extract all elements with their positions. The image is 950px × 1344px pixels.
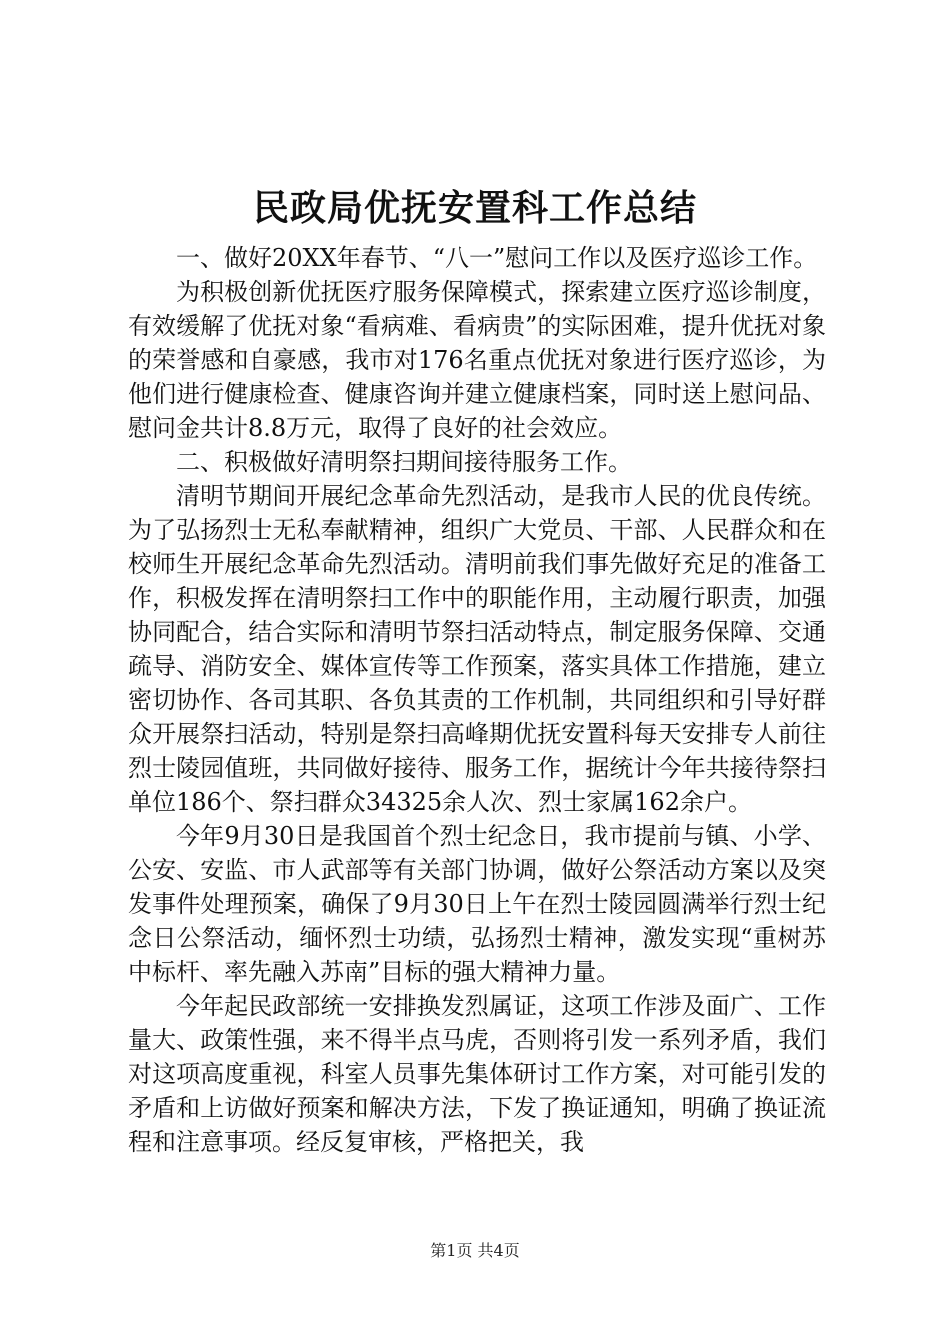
paragraph-2: 为积极创新优抚医疗服务保障模式，探索建立医疗巡诊制度，有效缓解了优抚对象“看病难、看病贵”的实际困难，提升优抚对象的荣誉感和自豪感，我市对176名重点优抚对象进行医疗巡诊，为他们进行健康检查、健康咨询并建立健康档案，同时送上慰问品、慰问金共计8.8万元，取得了良好的社会效应。 [128, 278, 826, 442]
document-title: 民政局优抚安置科工作总结 [252, 187, 697, 229]
document-body [128, 241, 826, 1159]
paragraph-3: 二、积极做好清明祭扫期间接待服务工作。 [176, 448, 632, 476]
paragraph-5: 今年9月30日是我国首个烈士纪念日，我市提前与镇、小学、公安、安监、市人武部等有关部门协调，做好公祭活动方案以及突发事件处理预案，确保了9月30日上午在烈士陵园圆满举行烈士纪念日公祭活动，缅怀烈士功绩，弘扬烈士精神，激发实现“重树苏中标杆、率先融入苏南”目标的强大精神力量。 [128, 822, 826, 986]
paragraph-4: 清明节期间开展纪念革命先烈活动，是我市人民的优良传统。为了弘扬烈士无私奉献精神，组织广大党员、干部、人民群众和在校师生开展纪念革命先烈活动。清明前我们事先做好充足的准备工作，积极发挥在清明祭扫工作中的职能作用，主动履行职责，加强协同配合，结合实际和清明节祭扫活动特点，制定服务保障、交通疏导、消防安全、媒体宣传等工作预案，落实具体工作措施，建立密切协作、各司其职、各负其责的工作机制，共同组织和引导好群众开展祭扫活动，特别是祭扫高峰期优抚安置科每天安排专人前往烈士陵园值班，共同做好接待、服务工作，据统计今年共接待祭扫单位186个、祭扫群众34325余人次、烈士家属162余户。 [128, 482, 826, 816]
paragraph-1: 一、做好20XX年春节、“八一”慰问工作以及医疗巡诊工作。 [176, 244, 818, 272]
page-number-footer: 第1页 共4页 [430, 1241, 520, 1260]
paragraph-6: 今年起民政部统一安排换发烈属证，这项工作涉及面广、工作量大、政策性强，来不得半点马虎，否则将引发一系列矛盾，我们对这项高度重视，科室人员事先集体研讨工作方案，对可能引发的矛盾和上访做好预案和解决方法，下发了换证通知，明确了换证流程和注意事项。经反复审核，严格把关，我 [128, 992, 826, 1156]
